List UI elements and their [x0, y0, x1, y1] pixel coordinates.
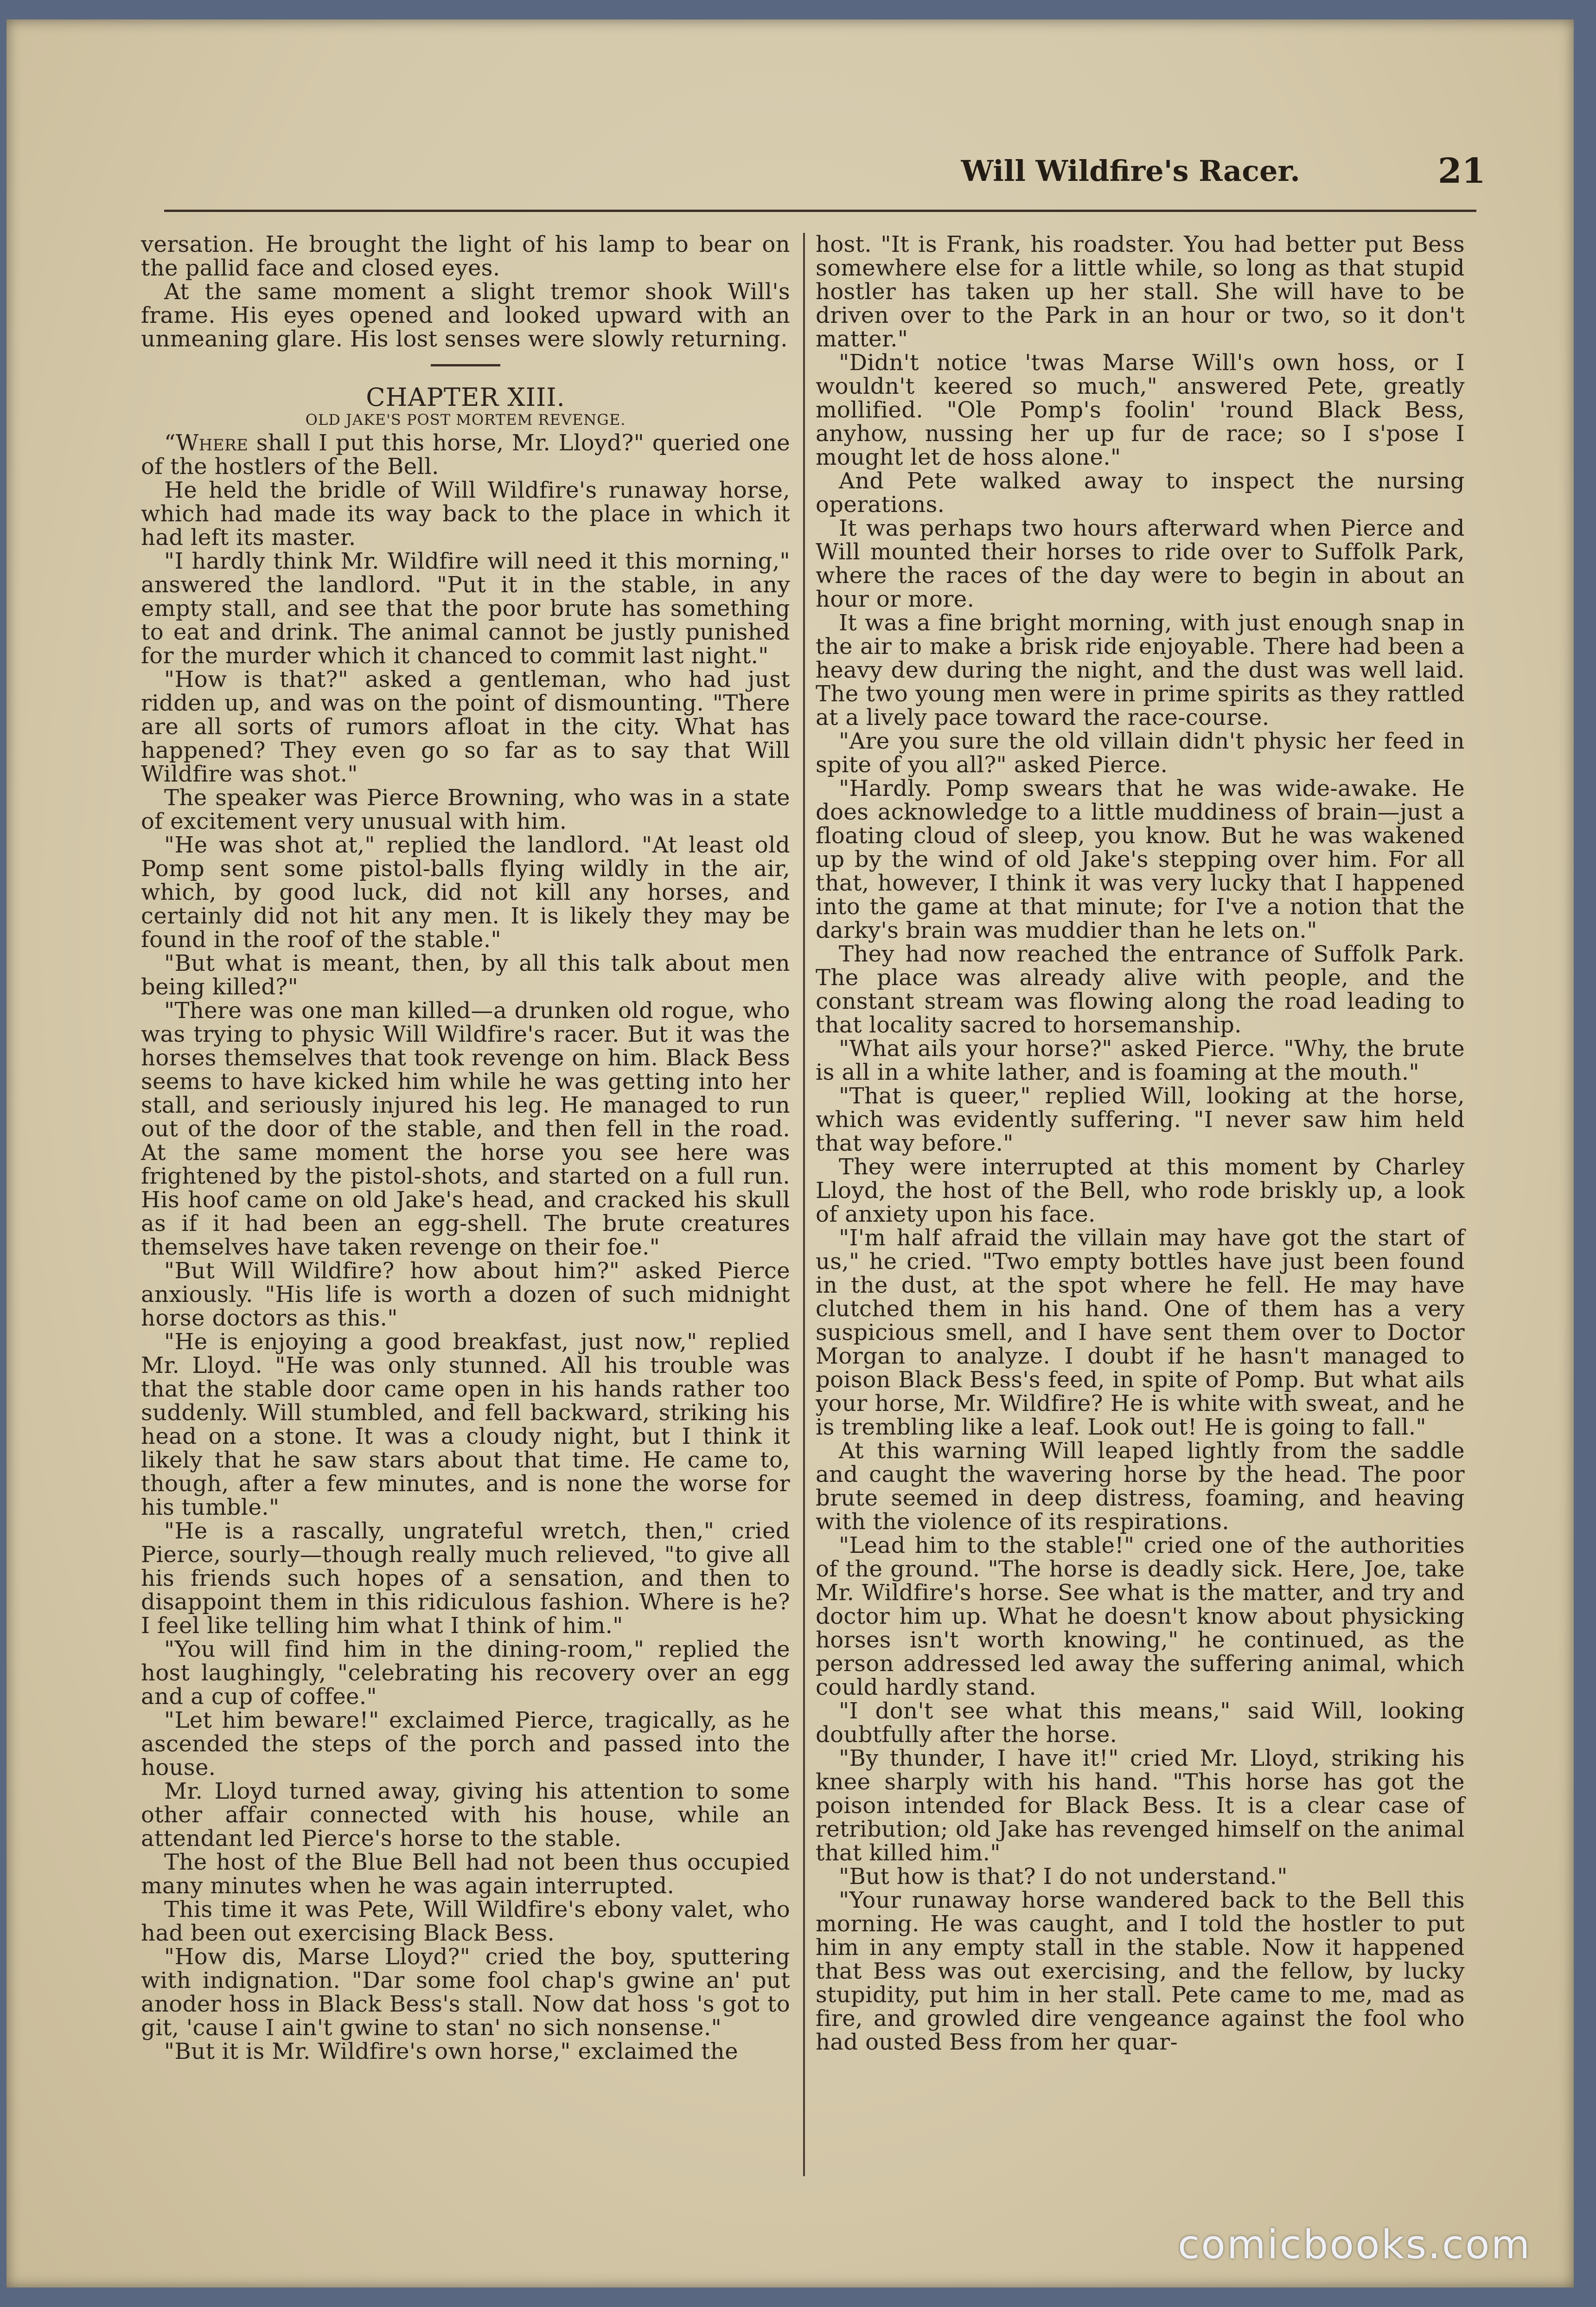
paragraph: “Where shall I put this horse, Mr. Lloyd?" queried one of the hostlers of the Bell. [141, 430, 790, 480]
paragraph: This time it was Pete, Will Wildfire's ebony valet, who had been out exercising Black Bess. [141, 1897, 790, 1946]
chapter-subtitle: OLD JAKE'S POST MORTEM REVENGE. [305, 411, 626, 429]
site-watermark: comicbooks.com [1178, 2222, 1532, 2268]
paragraph: "I don't see what this means," said Will, looking doubtfully after the horse. [816, 1698, 1465, 1748]
paragraph: "But what is meant, then, by all this talk about men being killed?" [141, 950, 790, 1000]
paragraph: It was a fine bright morning, with just enough snap in the air to make a brisk ride enjoyable. There had been a heavy dew during the night, and the dust was well laid. The two young men were in prime spirits as they rattled at a lively pace toward the race-course. [816, 610, 1465, 731]
paragraph: "But Will Wildfire? how about him?" asked Pierce anxiously. "His life is worth a dozen of such midnight horse doctors as this." [141, 1258, 790, 1331]
paragraph: Mr. Lloyd turned away, giving his attention to some other affair connected with his house, while an attendant led Pierce's horse to the stable. [141, 1778, 790, 1852]
paragraph: They had now reached the entrance of Suffolk Park. The place was already alive with people, and the constant stream was flowing along the road leading to that locality sacred to horsemanship. [816, 941, 1465, 1038]
right-column [816, 233, 1465, 2054]
paragraph: host. "It is Frank, his roadster. You had better put Bess somewhere else for a little while, so long as that stupid hostler has taken up her stall. She will have to be driven over to the Park in an hour or two, so it don't matter." [816, 231, 1465, 352]
paragraph: And Pete walked away to inspect the nursing operations. [816, 468, 1465, 518]
paragraph: "What ails your horse?" asked Pierce. "Why, the brute is all in a white lather, and is foaming at the mouth." [816, 1036, 1465, 1085]
paragraph: He held the bridle of Will Wildfire's runaway horse, which had made its way back to the place in which it had left its master. [141, 477, 790, 551]
chapter-title: CHAPTER XIII. [366, 383, 565, 412]
paragraph: It was perhaps two hours afterward when Pierce and Will mounted their horses to ride over to Suffolk Park, where the races of the day were to begin in about an hour or more. [816, 515, 1465, 612]
paragraph: "That is queer," replied Will, looking at the horse, which was evidently suffering. "I never saw him held that way before." [816, 1083, 1465, 1156]
paragraph: "But how is that? I do not understand." [839, 1864, 1288, 1890]
paragraph: versation. He brought the light of his lamp to bear on the pallid face and closed eyes. [141, 231, 790, 281]
paragraph: "He is a rascally, ungrateful wretch, then," cried Pierce, sourly—though really much relieved, "to give all his friends such hopes of a sensation, and then to disappoint them in this ridiculous fashion. Where is he? I feel like telling him what I think of him." [141, 1518, 790, 1639]
paragraph: The host of the Blue Bell had not been thus occupied many minutes when he was again interrupted. [141, 1849, 790, 1899]
paragraph: "He is enjoying a good breakfast, just now," replied Mr. Lloyd. "He was only stunned. All his trouble was that the stable door came open in his hands rather too suddenly. Will stumbled, and fell backward, striking his head on a stone. It was a cloudy night, but I think it likely that he saw stars about that time. He came to, though, after a few minutes, and is none the worse for his tumble." [141, 1329, 790, 1520]
paragraph: "Are you sure the old villain didn't physic her feed in spite of you all?" asked Pierce. [816, 728, 1465, 778]
paragraph: "He was shot at," replied the landlord. "At least old Pomp sent some pistol-balls flying wildly in the air, which, by good luck, did not kill any horses, and certainly did not hit any men. It is likely they may be found in the roof of the stable." [141, 832, 790, 953]
paragraph: "You will find him in the dining-room," replied the host laughingly, "celebrating his recovery over an egg and a cup of coffee." [141, 1636, 790, 1710]
paragraph: "I hardly think Mr. Wildfire will need it this morning," answered the landlord. "Put it in the stable, in any empty stall, and see that the poor brute has something to eat and drink. The animal cannot be justly punished for the murder which it chanced to commit last night." [141, 548, 790, 669]
section-separator [431, 364, 500, 366]
lead-word: Where [175, 430, 249, 456]
left-column [141, 233, 790, 2063]
paragraph: "But it is Mr. Wildfire's own horse," exclaimed the [164, 2038, 738, 2064]
column-divider [803, 233, 805, 2176]
page-sheet [6, 19, 1574, 2288]
running-title: Will Wildfire's Racer. [961, 154, 1300, 188]
paragraph: The speaker was Pierce Browning, who was in a state of excitement very unusual with him. [141, 785, 790, 834]
paragraph: They were interrupted at this moment by Charley Lloyd, the host of the Bell, who rode briskly up, a look of anxiety upon his face. [816, 1154, 1465, 1227]
paragraph: "Let him beware!" exclaimed Pierce, tragically, as he ascended the steps of the porch and passed into the house. [141, 1707, 790, 1781]
paragraph: At the same moment a slight tremor shook Will's frame. His eyes opened and looked upward with an unmeaning glare. His lost senses were slowly returning. [141, 279, 790, 352]
paragraph: "There was one man killed—a drunken old rogue, who was trying to physic Will Wildfire's racer. But it was the horses themselves that took revenge on him. Black Bess seems to have kicked him while he was getting into her stall, and seriously injured his leg. He managed to run out of the door of the stable, and then fell in the road. At the same moment the horse you see here was frightened by the pistol-shots, and started on a full run. His hoof came on old Jake's head, and cracked his skull as if it had been an egg-shell. The brute creatures themselves have taken revenge on their foe." [141, 998, 790, 1260]
paragraph: At this warning Will leaped lightly from the saddle and caught the wavering horse by the head. The poor brute seemed in deep distress, foaming, and heaving with the violence of its respirations. [816, 1438, 1465, 1535]
paragraph: "Didn't notice 'twas Marse Will's own hoss, or I wouldn't keered so much," answered Pete, greatly mollified. "Ole Pomp's foolin' 'round Black Bess, anyhow, nussing her up fur de race; so I s'pose I mought let de hoss alone." [816, 350, 1465, 470]
paragraph: "I'm half afraid the villain may have got the start of us," he cried. "Two empty bottles have just been found in the dust, at the spot where he fell. He may have clutched them in his hand. One of them has a very suspicious smell, and I have sent them over to Doctor Morgan to analyze. I doubt if he hasn't managed to poison Black Bess's feed, in spite of Pomp. But what ails your horse, Mr. Wildfire? He is white with sweat, and he is trembling like a leaf. Look out! He is going to fall." [816, 1225, 1465, 1440]
paragraph-text: shall I put this horse, Mr. Lloyd?" queried one of the hostlers of the Bell. [141, 430, 790, 480]
paragraph: "Hardly. Pomp swears that he was wide-awake. He does acknowledge to a little muddiness of brain—just a floating cloud of sleep, you know. But he was wakened up by the wind of old Jake's stepping over him. For all that, however, I think it was very lucky that I happened into the game at that minute; for I've a notion that the darky's brain was muddier than he lets on." [816, 775, 1465, 943]
paragraph: "Your runaway horse wandered back to the Bell this morning. He was caught, and I told the hostler to put him in any empty stall in the stable. Now it happened that Bess was out exercising, and the fellow, by lucky stupidity, put him in her stall. Pete came to me, mad as fire, and growled dire vengeance against the fool who had ousted Bess from her quar- [816, 1887, 1465, 2055]
paragraph: "How is that?" asked a gentleman, who had just ridden up, and was on the point of dismounting. "There are all sorts of rumors afloat in the city. What has happened? They even go so far as to say that Will Wildfire was shot." [141, 666, 790, 787]
paragraph: "By thunder, I have it!" cried Mr. Lloyd, striking his knee sharply with his hand. "This horse has got the poison intended for Black Bess. It is a clear case of retribution; old Jake has revenged himself on the animal that killed him." [816, 1745, 1465, 1866]
page-number: 21 [1438, 151, 1486, 191]
header-rule [164, 210, 1476, 212]
paragraph: "Lead him to the stable!" cried one of the authorities of the ground. "The horse is deadly sick. Here, Joe, take Mr. Wildfire's horse. See what is the matter, and try and doctor him up. What he doesn't know about physicking horses isn't worth knowing," he continued, as the person addressed led away the suffering animal, which could hardly stand. [816, 1532, 1465, 1700]
running-head [6, 151, 1486, 191]
paragraph: "How dis, Marse Lloyd?" cried the boy, sputtering with indignation. "Dar some fool chap's gwine an' put anoder hoss in Black Bess's stall. Now dat hoss 's got to git, 'cause I ain't gwine to stan' no sich nonsense." [141, 1944, 790, 2041]
